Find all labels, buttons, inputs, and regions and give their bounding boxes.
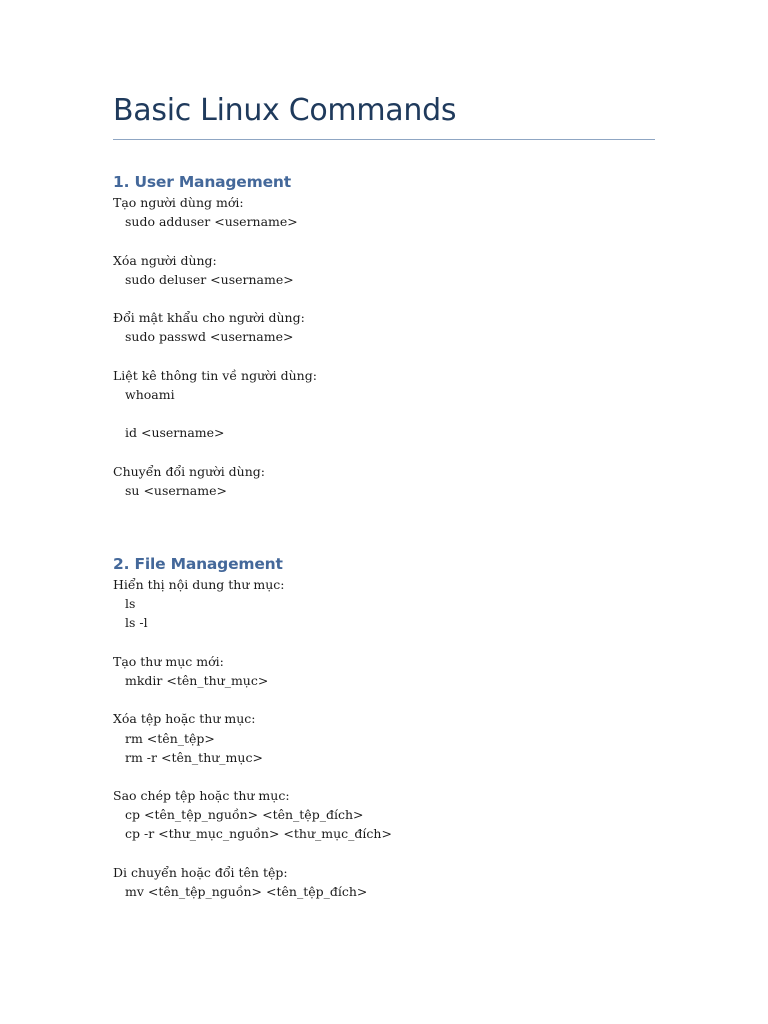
section-user-management bbox=[113, 171, 655, 500]
command-line: cp -r <thư_mục_nguồn> <thư_mục_đích> bbox=[125, 826, 392, 842]
command-line: rm -r <tên_thư_mục> bbox=[125, 749, 263, 765]
item-switch-user bbox=[113, 462, 655, 500]
section-file-management bbox=[113, 553, 655, 901]
command-line: ls bbox=[125, 596, 136, 612]
command-line: rm <tên_tệp> bbox=[125, 730, 215, 746]
item-label: Di chuyển hoặc đổi tên tệp: bbox=[113, 864, 288, 880]
command-line: sudo deluser <username> bbox=[125, 271, 294, 287]
item-label: Hiển thị nội dung thư mục: bbox=[113, 577, 285, 592]
item-label: Chuyển đổi người dùng: bbox=[113, 463, 265, 479]
item-label: Tạo thư mục mới: bbox=[113, 653, 224, 669]
command-line: whoami bbox=[125, 386, 175, 402]
item-add-user bbox=[113, 193, 655, 231]
item-remove bbox=[113, 709, 655, 767]
command-line: mv <tên_tệp_nguồn> <tên_tệp_đích> bbox=[125, 884, 368, 899]
spacer bbox=[113, 690, 655, 709]
command-line: mkdir <tên_thư_mục> bbox=[125, 672, 269, 688]
item-user-info bbox=[113, 366, 655, 443]
item-label: Xóa tệp hoặc thư mục: bbox=[113, 711, 256, 727]
spacer bbox=[113, 767, 655, 786]
item-delete-user bbox=[113, 251, 655, 289]
command-line: sudo passwd <username> bbox=[125, 329, 294, 345]
item-label: Xóa người dùng: bbox=[113, 252, 217, 268]
command-line: cp <tên_tệp_nguồn> <tên_tệp_đích> bbox=[125, 807, 364, 823]
command-line: id <username> bbox=[125, 425, 225, 441]
item-move bbox=[113, 863, 655, 901]
command-line: su <username> bbox=[125, 482, 227, 498]
item-label: Liệt kê thông tin về người dùng: bbox=[113, 367, 317, 383]
command-line: sudo adduser <username> bbox=[125, 214, 298, 230]
item-copy bbox=[113, 786, 655, 844]
title-underline-rule bbox=[113, 139, 655, 140]
item-change-password bbox=[113, 308, 655, 346]
document-title: Basic Linux Commands bbox=[113, 93, 457, 128]
item-label: Sao chép tệp hoặc thư mục: bbox=[113, 788, 290, 804]
spacer bbox=[113, 347, 655, 366]
spacer bbox=[113, 844, 655, 863]
spacer bbox=[113, 633, 655, 652]
section-heading: 2. File Management bbox=[113, 555, 283, 573]
item-make-directory bbox=[113, 652, 655, 690]
spacer bbox=[113, 442, 655, 461]
item-label: Đổi mật khẩu cho người dùng: bbox=[113, 310, 305, 326]
item-label: Tạo người dùng mới: bbox=[113, 195, 244, 210]
section-heading: 1. User Management bbox=[113, 173, 291, 191]
spacer bbox=[113, 231, 655, 250]
command-line-blank bbox=[113, 404, 655, 423]
item-list-directory bbox=[113, 575, 655, 633]
command-line: ls -l bbox=[125, 615, 148, 631]
spacer bbox=[113, 289, 655, 308]
